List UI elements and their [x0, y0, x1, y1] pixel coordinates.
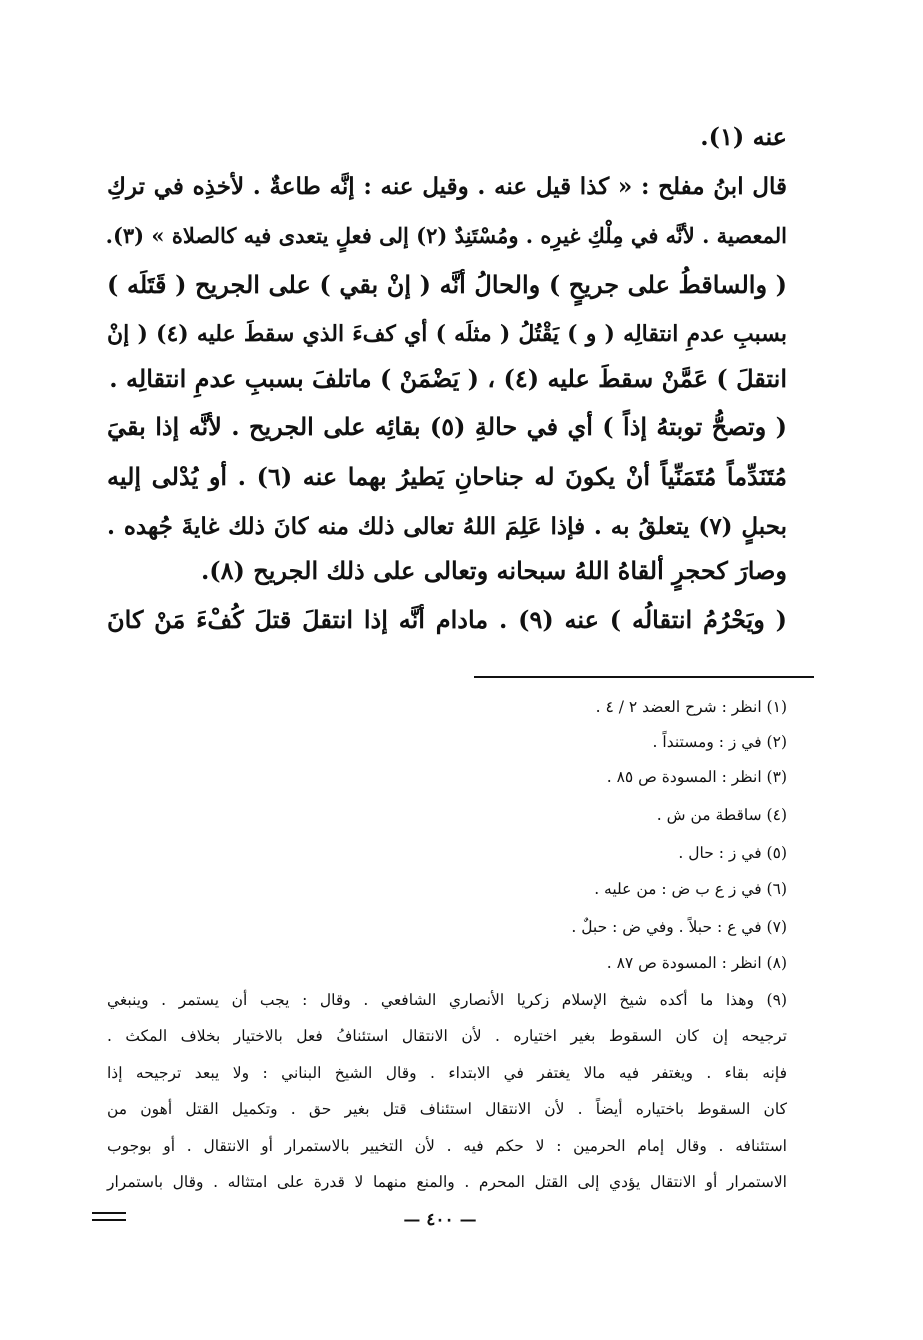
main-text-line: ( والساقطُ على جريحٍ ) والحالُ أنَّه ( إنْ بقي ) على الجريح ( قَتَلَه )	[107, 270, 787, 299]
main-text-line: انتقلَ ) عَمَّنْ سقطَ عليه (٤) ، ( يَضْمَنْ ) ماتلفَ بسببِ عدمِ انتقالِه .	[109, 364, 787, 393]
footnote-9-line: فإنه بقاء . ويغتفر فيه مالا يغتفر في الابتداء . وقال الشيخ البناني : ولا يبعد ترجيحه إذا	[107, 1064, 787, 1082]
footnote: (٨) انظر : المسودة ص ٨٧ .	[606, 954, 787, 972]
main-text-line: بسببِ عدمِ انتقالِه ( و ) يَقْتُلُ ( مثلَه ) أي كفءَ الذي سقطَ عليه (٤) ( إنْ	[107, 321, 787, 347]
footnote-9-line: (٩) وهذا ما أكده شيخ الإسلام زكريا الأنصاري الشافعي . وقال : يجب أن يستمر . وينبغي	[107, 991, 787, 1009]
footnote: (٢) في ز : ومستنداً .	[652, 733, 787, 751]
footnote: (٣) انظر : المسودة ص ٨٥ .	[606, 768, 787, 786]
footnote-separator	[474, 676, 814, 678]
page-number: — ٤٠٠ —	[403, 1210, 477, 1230]
main-text-line: ( وتصحُّ توبتهُ إذاً ) أي في حالةِ (٥) بقائِه على الجريح . لأنَّه إذا بقيَ	[107, 412, 787, 441]
footnote-9-line: ترجيحه إن كان السقوط بغير اختياره . لأن الانتقال استئنافُ فعل بالاختيار بخلاف المكث .	[107, 1027, 787, 1045]
footnote: (٤) ساقطة من ش .	[656, 806, 787, 824]
footnote: (١) انظر : شرح العضد ٢ / ٤ .	[595, 698, 787, 716]
main-text-line: وصارَ كحجرٍ ألقاهُ اللهُ سبحانه وتعالى على ذلك الجريح (٨).	[200, 556, 787, 585]
footnote-9-line: الاستمرار أو الانتقال يؤدي إلى القتل المحرم . والمنع منهما لا قدرة على امتثاله . وقال باستمرار	[107, 1173, 787, 1191]
main-text-line: المعصية . لأنَّه في مِلْكِ غيرِه . ومُسْتَنِدٌ (٢) إلى فعلٍ يتعدى فيه كالصلاة » (٣).	[105, 223, 787, 248]
main-text-line: بحبلٍ (٧) يتعلقُ به . فإذا عَلِمَ اللهُ تعالى ذلك منه كانَ ذلك غايةَ جُهده .	[107, 513, 787, 540]
main-text-line: عنه (١).	[700, 122, 787, 151]
footnote: (٧) في ع : حبلاً . وفي ض : حبلٌ .	[571, 918, 787, 936]
footnote-9-line: استئنافه . وقال إمام الحرمين : لا حكم فيه . لأن التخيير بالاستمرار أو الانتقال . أو بوجوب	[107, 1137, 787, 1155]
footnote-9-line: كان السقوط باختياره أيضاً . لأن الانتقال استئناف قتل بغير حق . وتكميل القتل أهون من	[107, 1100, 787, 1118]
main-text-line: ( ويَحْرُمُ انتقالُه ) عنه (٩) . مادام أنَّه إذا انتقلَ قتلَ كُفْءَ مَنْ كانَ	[107, 605, 788, 634]
main-text-line: قال ابنُ مفلح : « كذا قيل عنه . وقيل عنه : إنَّه طاعةٌ . لأخذِه في تركِ	[107, 173, 787, 200]
footnote: (٦) في ز ع ب ض : من عليه .	[594, 880, 787, 898]
main-text-line: مُتَنَدِّماً مُتَمَنِّياً أنْ يكونَ له جناحانِ يَطيرُ بهما عنه (٦) . أو يُدْلى إليه	[107, 462, 787, 491]
continuation-mark	[92, 1212, 126, 1221]
footnote: (٥) في ز : حال .	[678, 844, 787, 862]
